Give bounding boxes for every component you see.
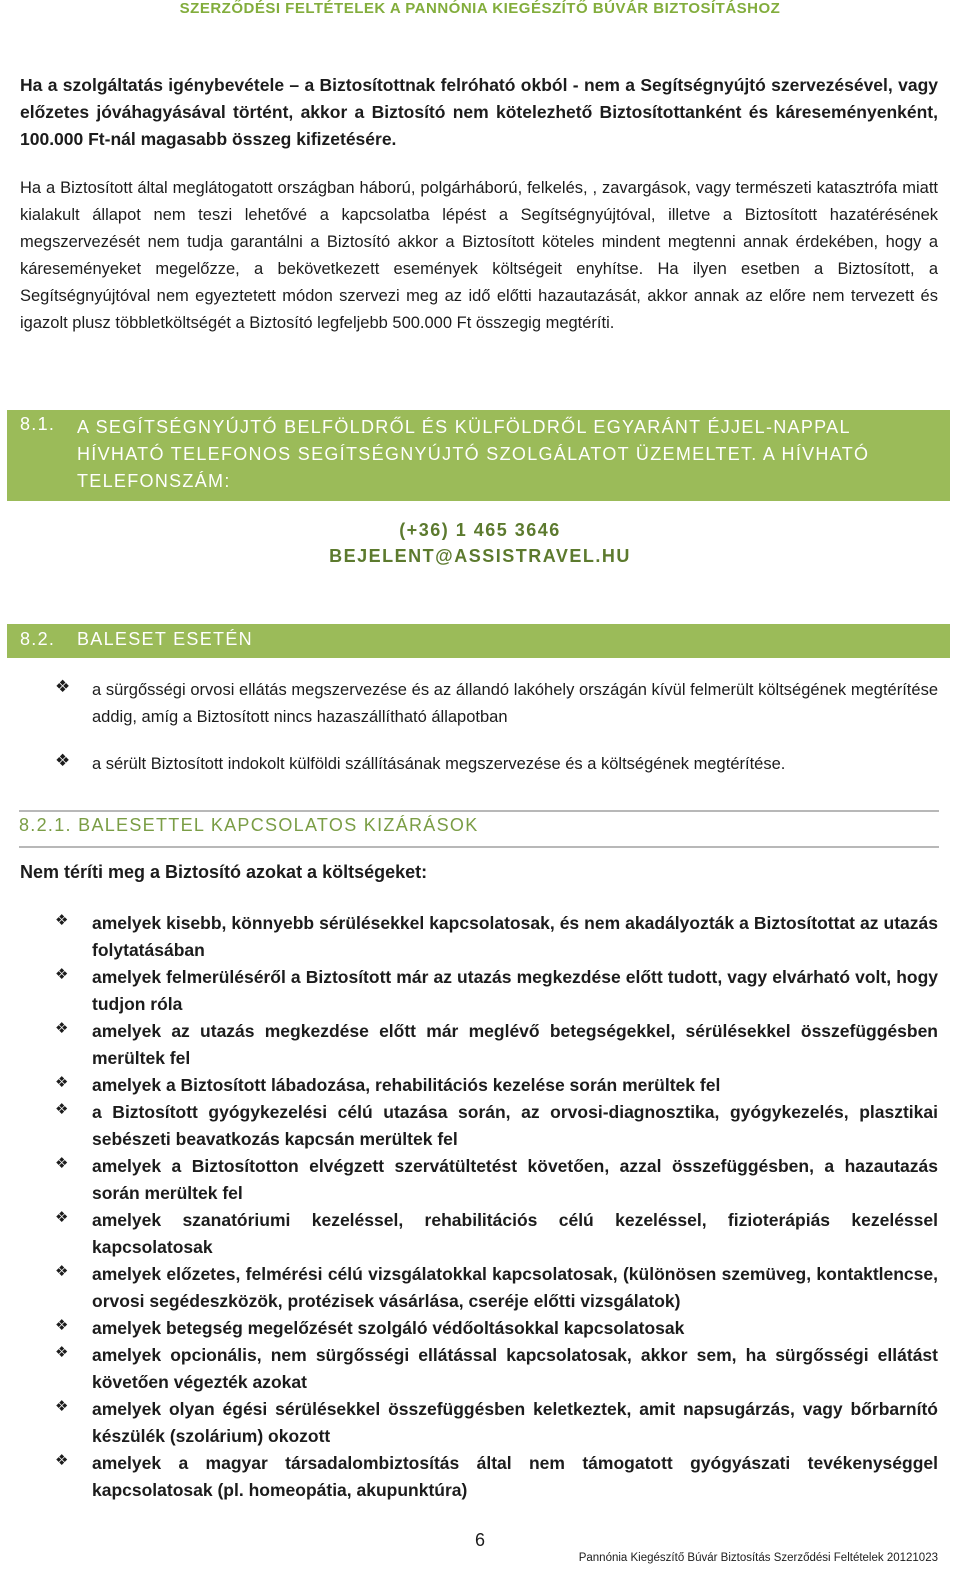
list-item	[55, 964, 938, 1018]
list-item	[55, 751, 938, 778]
list-item-text: amelyek kisebb, könnyebb sérülésekkel kapcsolatosak, és nem akadályozták a Biztosítottat az utazás folytatásában	[92, 913, 938, 960]
list-item	[55, 1396, 938, 1450]
subsection-title: 8.2.1. BALESETTEL KAPCSOLATOS KIZÁRÁSOK	[19, 815, 479, 835]
diamond-bullet-icon: ❖	[55, 1020, 69, 1037]
diamond-bullet-icon: ❖	[55, 1344, 69, 1361]
diamond-bullet-icon: ❖	[55, 1074, 69, 1091]
page-number: 6	[474, 1530, 485, 1550]
diamond-bullet-icon: ❖	[55, 677, 71, 696]
section-number: 8.1.	[20, 414, 56, 434]
subsection-heading	[19, 810, 939, 848]
list-item-text: amelyek felmerüléséről a Biztosított már az utazás megkezdése előtt tudott, vagy elvárható volt, hogy tudjon róla	[92, 967, 938, 1014]
document-header: SZERZŐDÉSI FELTÉTELEK A PANNÓNIA KIEGÉSZÍTŐ BÚVÁR BIZTOSÍTÁSHOZ	[179, 0, 781, 17]
diamond-bullet-icon: ❖	[55, 1155, 69, 1172]
diamond-bullet-icon: ❖	[55, 1263, 69, 1280]
list-item-text: amelyek a Biztosított lábadozása, rehabilitációs kezelése során merültek fel	[92, 1075, 721, 1095]
assistance-phone: (+36) 1 465 3646	[399, 520, 561, 540]
list-item	[55, 1072, 938, 1099]
section-title: A SEGÍTSÉGNYÚJTÓ BELFÖLDRŐL ÉS KÜLFÖLDRŐL EGYARÁNT ÉJJEL-NAPPAL HÍVHATÓ TELEFONOS SEGÍTSÉGNYÚJTÓ SZOLGÁLATOT ÜZEMELTET. A HÍVHATÓ TELEFONSZÁM:	[77, 417, 870, 491]
list-item-text: amelyek előzetes, felmérési célú vizsgálatokkal kapcsolatosak, (különösen szemüveg, kontaktlencse, orvosi segédeszközök, protézisek vásárlása, cseréje előtti vizsgálatok)	[92, 1264, 938, 1311]
list-item-text: amelyek az utazás megkezdése előtt már meglévő betegségekkel, sérülésekkel összefüggésben merültek fel	[92, 1021, 938, 1068]
list-item	[55, 1315, 938, 1342]
diamond-bullet-icon: ❖	[55, 966, 69, 983]
section-title: BALESET ESETÉN	[77, 629, 253, 649]
diamond-bullet-icon: ❖	[55, 751, 71, 770]
list-item	[55, 1261, 938, 1315]
list-item-text: amelyek betegség megelőzését szolgáló védőoltásokkal kapcsolatosak	[92, 1318, 685, 1338]
diamond-bullet-icon: ❖	[55, 1101, 69, 1118]
list-item	[55, 1153, 938, 1207]
list-item-text: amelyek szanatóriumi kezeléssel, rehabilitációs célú kezeléssel, fizioterápiás kezeléssel kapcsolatosak	[92, 1210, 938, 1257]
list-item-text: amelyek olyan égési sérülésekkel összefüggésben keletkeztek, amit napsugárzás, vagy bőrbarnító készülék (szolárium) okozott	[92, 1399, 938, 1446]
list-item-text: a Biztosított gyógykezelési célú utazása során, az orvosi-diagnosztika, gyógykezelés, plasztikai sebészeti beavatkozás kapcsán merültek fel	[92, 1102, 938, 1149]
war-disaster-paragraph: Ha a Biztosított által meglátogatott országban háború, polgárháború, felkelés, , zavargások, vagy természeti katasztrófa miatt kialakult állapot nem teszi lehetővé a kapcsolatba lépést a Segítségnyújtóval, illetve a Biztosított hazatérésének megszervezését nem tudja garantálni a Biztosító akkor a Biztosított köteles mindent megtenni annak érdekében, hogy a káreseményeket megelőzze, a bekövetkezett események költségeit enyhítse. Ha ilyen esetben a Biztosított, a Segítségnyújtóval nem egyeztetett módon szervezi meg az idő előtti hazautazását, akkor annak az előre nem tervezett és igazolt plusz többletköltségét a Biztosító legfeljebb 500.000 Ft összegig megtéríti.	[20, 179, 938, 332]
list-item-text: amelyek opcionális, nem sürgősségi ellátással kapcsolatosak, akkor sem, ha sürgősségi ellátást követően végezték azokat	[92, 1345, 938, 1392]
diamond-bullet-icon: ❖	[55, 912, 69, 929]
list-item-text: a sürgősségi orvosi ellátás megszervezése és az állandó lakóhely országán kívül felmerült költségének megtérítése addig, amíg a Biztosított nincs hazaszállítható állapotban	[92, 681, 938, 726]
list-item	[55, 1099, 938, 1153]
section-8-1-banner	[7, 410, 950, 501]
list-item-text: amelyek a magyar társadalombiztosítás által nem támogatott gyógyászati tevékenységgel kapcsolatosak (pl. homeopátia, akupunktúra)	[92, 1453, 938, 1500]
list-item	[55, 910, 938, 964]
list-item	[55, 1018, 938, 1072]
list-item	[55, 1207, 938, 1261]
diamond-bullet-icon: ❖	[55, 1398, 69, 1415]
diamond-bullet-icon: ❖	[55, 1209, 69, 1226]
section-8-2-banner	[7, 624, 950, 658]
list-item	[55, 1450, 938, 1504]
list-item-text: amelyek a Biztosítotton elvégzett szervátültetést követően, azzal összefüggésben, a hazautazás során merültek fel	[92, 1156, 938, 1203]
list-item	[55, 677, 938, 731]
list-item-text: a sérült Biztosított indokolt külföldi szállításának megszervezése és a költségének megtérítése.	[92, 755, 786, 773]
section-number: 8.2.	[20, 629, 56, 649]
exclusions-lead: Nem téríti meg a Biztosító azokat a költségeket:	[20, 862, 428, 882]
list-item	[55, 1342, 938, 1396]
diamond-bullet-icon: ❖	[55, 1452, 69, 1469]
document-footer: Pannónia Kiegészítő Búvár Biztosítás Szerződési Feltételek 20121023	[578, 1552, 938, 1564]
assistance-email: BEJELENT@ASSISTRAVEL.HU	[329, 546, 631, 566]
diamond-bullet-icon: ❖	[55, 1317, 69, 1334]
intro-bold-paragraph: Ha a szolgáltatás igénybevétele – a Biztosítottnak felróható okból - nem a Segítségnyújtó szervezésével, vagy előzetes jóváhagyásával történt, akkor a Biztosító nem kötelezhető Biztosítottanként és káreseményenként, 100.000 Ft-nál magasabb összeg kifizetésére.	[20, 75, 938, 149]
